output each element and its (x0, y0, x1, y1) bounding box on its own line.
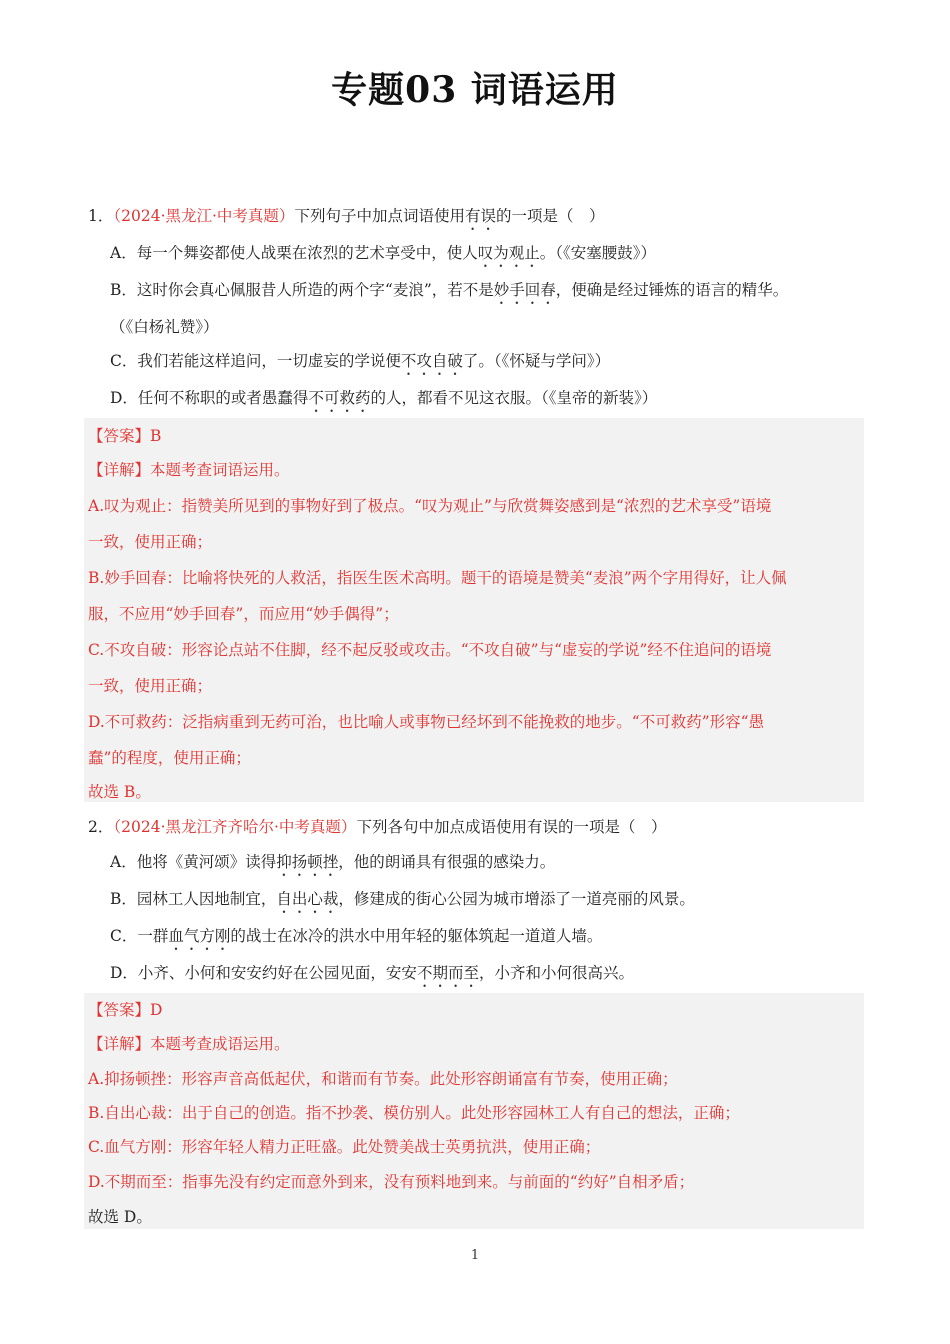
answer-1-line: 一致，使用正确； (88, 677, 213, 695)
answer-label: 【答案】 (88, 1001, 151, 1019)
question-1-option-a (110, 242, 656, 271)
option-text: C．我们若能这样追问，一切虚妄的学说便 (110, 352, 401, 370)
option-emphasis: 自出心裁 (276, 890, 339, 908)
answer-1-line: 服，不应用“妙手回春”，而应用“妙手偶得”； (88, 605, 399, 623)
page-title: 专题03 词语运用 (331, 69, 619, 111)
detail-label: 【详解】 (88, 1035, 151, 1053)
answer-1-line: 一致，使用正确； (88, 533, 213, 551)
option-text-end: ，他的朗诵具有很强的感染力。 (338, 853, 556, 871)
question-2-option-b (110, 888, 695, 917)
answer-2-detail (88, 1033, 290, 1055)
question-number: 1． (88, 207, 114, 225)
answer-1-detail (88, 459, 290, 481)
option-text-end: 。（《安塞腰鼓》） (539, 244, 656, 262)
answer-label: 【答案】 (88, 427, 151, 445)
answer-1-line: C.不攻自破：形容论点站不住脚，经不起反驳或攻击。“不攻自破”与“虚妄的学说”经不住追问的语境 (88, 641, 772, 659)
option-text: A．每一个舞姿都使人战栗在浓烈的艺术享受中，使人 (110, 244, 478, 262)
option-text: A．他将《黄河颂》读得 (110, 853, 277, 871)
option-emphasis: 妙手回春 (493, 281, 556, 299)
detail-label: 【详解】 (88, 461, 151, 479)
option-text: B．园林工人因地制宜， (110, 890, 277, 908)
stem-text-end: 的一项是（ ） (495, 207, 605, 225)
question-2-option-c (110, 925, 602, 954)
question-2-option-d (110, 962, 634, 991)
option-emphasis: 叹为观止 (477, 244, 540, 262)
option-emphasis: 不期而至 (416, 964, 479, 982)
answer-2-line: B.自出心裁：出于自己的创造。指不抄袭、模仿别人。此处形容园林工人有自己的想法，正确； (88, 1104, 740, 1122)
option-text-end: ，便确是经过锤炼的语言的精华。 (555, 281, 789, 299)
option-emphasis: 血气方刚 (168, 927, 231, 945)
option-text-end: 了。（《怀疑与学问》） (462, 352, 611, 370)
answer-1-line: D.不可救药：泛指病重到无药可治，也比喻人或事物已经坏到不能挽救的地步。“不可救药”形容“愚 (88, 713, 765, 731)
answer-value: D (150, 1001, 163, 1019)
option-emphasis: 抑扬顿挫 (276, 853, 339, 871)
option-emphasis: 不攻自破 (400, 352, 463, 370)
page-number: 1 (470, 1248, 480, 1263)
answer-1-conclusion: 故选 B。 (88, 783, 151, 801)
question-1-stem (88, 205, 604, 234)
answer-2-line: A.抑扬顿挫：形容声音高低起伏，和谐而有节奏。此处形容朗诵富有节奏，使用正确； (88, 1070, 678, 1088)
question-2-stem (88, 816, 666, 838)
question-1-option-d (110, 387, 657, 416)
question-number: 2． (88, 818, 114, 836)
answer-2-line: C.血气方刚：形容年轻人精力正旺盛。此处赞美战士英勇抗洪，使用正确； (88, 1138, 601, 1156)
answer-1-line: 蠢”的程度，使用正确； (88, 749, 251, 767)
stem-text: 下列句子中加点词语使用 (294, 207, 465, 225)
option-text-end: ，修建成的街心公园为城市增添了一道亮丽的风景。 (338, 890, 695, 908)
question-1-option-c (110, 350, 610, 379)
answer-2-label (88, 999, 162, 1021)
question-1-option-b (110, 279, 788, 308)
option-text: D．小齐、小何和安安约好在公园见面，安安 (110, 964, 417, 982)
option-text: C．一群 (110, 927, 169, 945)
answer-value: B (150, 427, 162, 445)
answer-1-line: B.妙手回春：比喻将快死的人救活，指医生医术高明。题干的语境是赞美“麦浪”两个字用得好，让人佩 (88, 569, 787, 587)
option-text-end: ，小齐和小何很高兴。 (478, 964, 634, 982)
detail-text: 本题考查成语运用。 (150, 1035, 290, 1053)
option-text-end: 的人，都看不见这衣服。（《皇帝的新装》） (370, 389, 658, 407)
option-text: B．这时你会真心佩服昔人所造的两个字“麦浪”，若不是 (110, 281, 494, 299)
detail-text: 本题考查词语运用。 (150, 461, 290, 479)
question-source: （2024·黑龙江·中考真题） (113, 207, 295, 225)
answer-2-conclusion: 故选 D。 (88, 1208, 152, 1226)
answer-1-line: A.叹为观止：指赞美所见到的事物好到了极点。“叹为观止”与欣赏舞姿感到是“浓烈的艺术享受”语境 (88, 497, 772, 515)
answer-2-line: D.不期而至：指事先没有约定而意外到来，没有预料地到来。与前面的“约好”自相矛盾； (88, 1173, 695, 1191)
stem-text: 下列各句中加点成语使用有误的一项是（ ） (356, 818, 667, 836)
question-2-option-a (110, 851, 555, 880)
option-emphasis: 不可救药 (308, 389, 371, 407)
option-text: D．任何不称职的或者愚蠢得 (110, 389, 309, 407)
question-source: （2024·黑龙江齐齐哈尔·中考真题） (113, 818, 357, 836)
stem-emphasis: 有误 (464, 207, 496, 225)
question-1-option-b-continued: （《白杨礼赞》） (110, 318, 219, 336)
option-text-end: 的战士在冰冷的洪水中用年轻的躯体筑起一道道人墙。 (230, 927, 603, 945)
answer-1-label (88, 425, 161, 447)
